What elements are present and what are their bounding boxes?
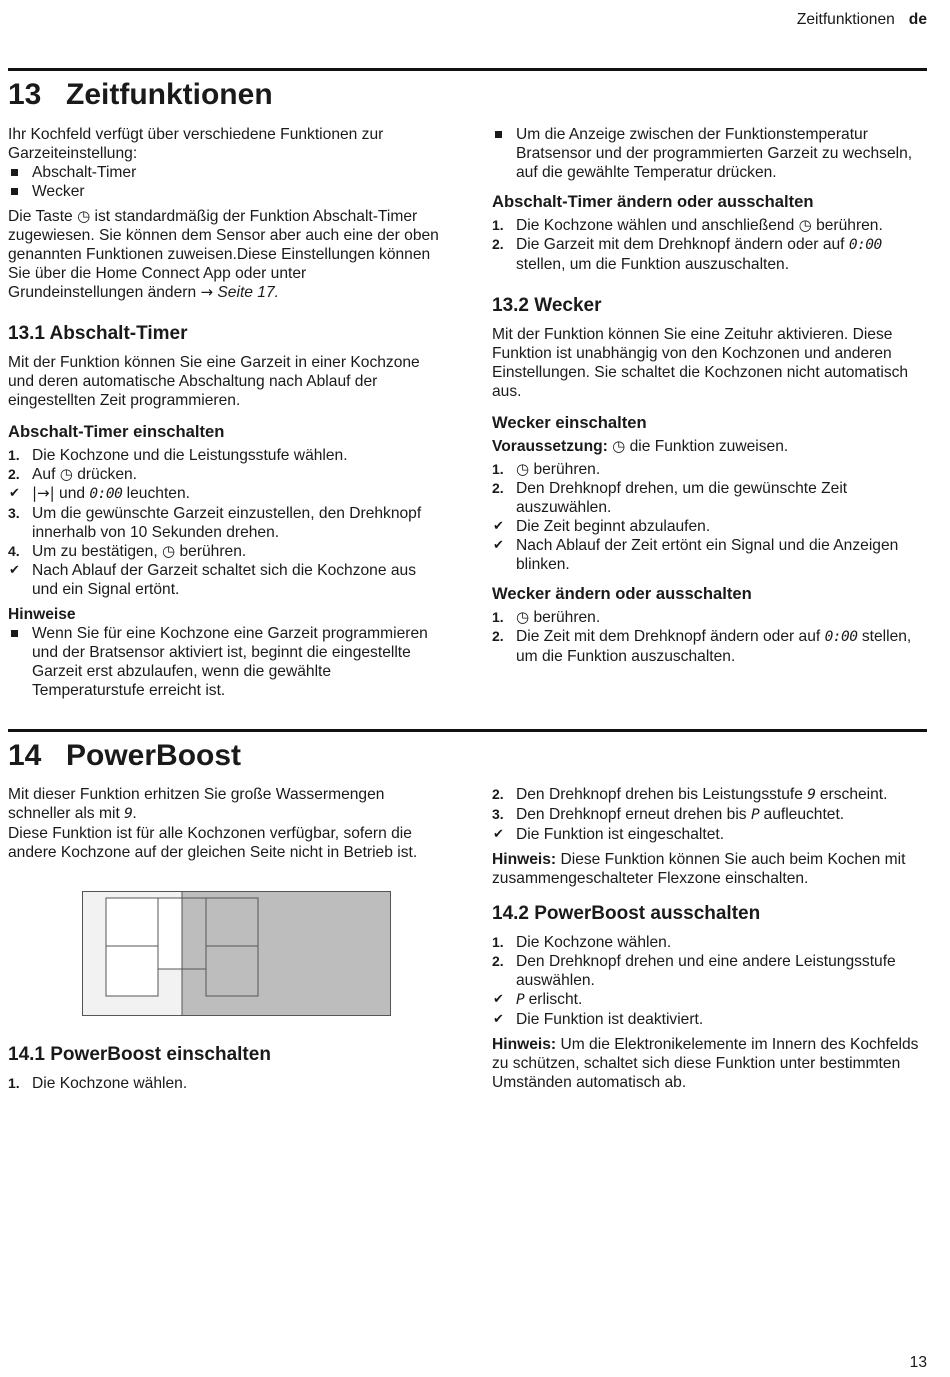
text: Um die gewünschte Garzeit einzustellen, den Drehknopf innerhalb von 10 Sekunden drehen. — [32, 505, 422, 541]
section-13-intro: Ihr Kochfeld verfügt über verschiedene Funktionen zur Garzeiteinstellung: — [8, 126, 384, 162]
list-item — [492, 627, 924, 666]
step-marker: 2. — [492, 480, 504, 496]
zone-front-right — [206, 898, 258, 946]
text: Die Zeit beginnt abzulaufen. — [516, 518, 711, 535]
check-icon: ✔ — [493, 1012, 504, 1027]
step-marker: 3. — [8, 505, 20, 521]
clock-icon: ◷ — [162, 542, 176, 560]
timer-change-title: Abschalt-Timer ändern oder ausschalten — [492, 192, 814, 211]
text: Mit dieser Funktion erhitzen Sie große Wassermengen schneller als mit — [8, 786, 385, 822]
text: berühren. — [533, 461, 601, 478]
text: Den Drehknopf erneut drehen bis — [516, 806, 747, 823]
list-item — [492, 933, 924, 952]
boost-off-note — [492, 1035, 924, 1092]
text: Die Zeit mit dem Drehknopf ändern oder auf — [516, 628, 821, 645]
alarm-on-steps — [492, 460, 924, 574]
display-nine: 9 — [124, 806, 133, 822]
list-item — [492, 990, 924, 1010]
text: ist standardmäßig der Funktion Abschalt-Timer zugewiesen. Sie können dem Sensor aber auch eine der oben genannten Funktionen zuweisen.Diese Einstellungen können Sie über die Home Connect App oder unter Grundeinstellungen ändern — [8, 208, 439, 301]
text: aufleuchtet. — [763, 806, 845, 823]
prerequisite-label: Voraussetzung: — [492, 438, 608, 455]
alarm-on-title: Wecker einschalten — [492, 413, 647, 432]
text: stellen, um die Funktion auszuschalten. — [516, 256, 790, 273]
section-14-title: PowerBoost — [66, 739, 242, 772]
hob-zones-diagram — [82, 891, 391, 1016]
alarm-change-steps — [492, 608, 924, 666]
list-item — [8, 446, 440, 465]
text: Um zu bestätigen, — [32, 543, 158, 560]
zone-rear-right — [206, 946, 258, 996]
timer-change-steps — [492, 216, 924, 274]
text: erlischt. — [528, 991, 583, 1008]
section-13-left-column — [8, 125, 440, 706]
subsection-14-1 — [8, 1043, 440, 1099]
clock-icon: ◷ — [516, 608, 530, 626]
subsection-14-2-title: 14.2 PowerBoost ausschalten — [492, 903, 761, 924]
text: Nach Ablauf der Garzeit schaltet sich die Kochzone aus und ein Signal ertönt. — [32, 562, 416, 598]
text: die Funktion zuweisen. — [629, 438, 789, 455]
zone-rear-left — [106, 946, 158, 996]
text: Um die Elektronikelemente im Innern des Kochfelds zu schützen, schaltet sich diese Funktion unter bestimmten Umständen automatisch ab. — [492, 1036, 919, 1091]
boost-on-steps-continued — [492, 785, 924, 844]
text: Nach Ablauf der Zeit ertönt ein Signal und die Anzeigen blinken. — [516, 537, 899, 573]
list-item — [492, 608, 924, 627]
subsection-13-1-intro: Mit der Funktion können Sie eine Garzeit in einer Kochzone und deren automatische Abschaltung nach Ablauf der eingestellten Zeit programmieren. — [8, 354, 420, 409]
note-label: Hinweis: — [492, 1036, 557, 1053]
notes-list-continued — [492, 125, 924, 182]
text: Die Kochzone wählen. — [516, 934, 672, 951]
clock-icon: ◷ — [77, 207, 91, 225]
subsection-13-1-title: 13.1 Abschalt-Timer — [8, 323, 188, 344]
list-item — [492, 479, 924, 517]
clock-icon: ◷ — [798, 216, 812, 234]
section-14-rule — [8, 729, 927, 732]
step-marker: 1. — [492, 217, 504, 233]
timer-on-title: Abschalt-Timer einschalten — [8, 422, 225, 441]
clock-icon: ◷ — [59, 465, 73, 483]
text: Die Taste — [8, 208, 73, 225]
display-nine: 9 — [807, 787, 816, 803]
text: berühren. — [816, 217, 883, 234]
text: stellen, um die Funktion auszuschalten. — [516, 628, 912, 665]
boost-on-note — [492, 850, 924, 888]
boost-on-steps — [8, 1074, 440, 1093]
step-marker: 1. — [8, 1075, 20, 1091]
check-icon: ✔ — [493, 538, 504, 553]
list-item — [492, 825, 924, 844]
check-icon: ✔ — [493, 992, 504, 1007]
text: leuchten. — [126, 485, 190, 502]
step-marker: 3. — [492, 806, 504, 822]
text: Die Kochzone wählen und anschließend — [516, 217, 795, 234]
alarm-change-title: Wecker ändern oder ausschalten — [492, 584, 752, 603]
section-13-number: 13 — [8, 78, 42, 111]
check-icon: ✔ — [9, 486, 20, 501]
section-14-intro: Mit dieser Funktion erhitzen Sie große Wassermengen schneller als mit 9. — [8, 786, 385, 822]
list-item — [8, 1074, 440, 1093]
step-marker: 2. — [492, 628, 504, 644]
section-14-number: 14 — [8, 739, 42, 772]
list-item — [492, 517, 924, 536]
list-item — [492, 235, 924, 274]
text: Den Drehknopf drehen bis Leistungsstufe — [516, 786, 803, 803]
section-14-availability: Diese Funktion ist für alle Kochzonen verfügbar, sofern die andere Kochzone auf der gleichen Seite nicht in Betrieb ist. — [8, 825, 418, 861]
text: berühren. — [533, 609, 601, 626]
text: Die Funktion ist eingeschaltet. — [516, 826, 725, 843]
step-marker: 1. — [492, 934, 504, 950]
list-item: Abschalt-Timer — [8, 163, 440, 182]
list-item — [8, 561, 440, 599]
list-item — [492, 1010, 924, 1029]
text: berühren. — [179, 543, 247, 560]
section-13-paragraph — [8, 207, 440, 302]
zone-front-left — [106, 898, 158, 946]
display-p: P — [750, 807, 760, 823]
section-14-right-column — [492, 785, 924, 1098]
section-14-heading — [8, 738, 241, 774]
step-marker: 2. — [492, 786, 504, 802]
list-item — [492, 536, 924, 574]
list-item — [8, 504, 440, 542]
note-label: Hinweis: — [492, 851, 557, 868]
zone-center-strip — [158, 898, 182, 969]
text: Die Kochzone wählen. — [32, 1075, 188, 1092]
timer-on-steps — [8, 446, 440, 599]
check-icon: ✔ — [493, 827, 504, 842]
list-item — [492, 952, 924, 990]
step-marker: 1. — [492, 461, 504, 477]
zone-center-strip-right — [182, 898, 206, 969]
page-number: 13 — [909, 1354, 927, 1371]
section-13-heading — [8, 77, 273, 113]
text: Die Garzeit mit dem Drehknopf ändern oder auf — [516, 236, 845, 253]
text: Diese Funktion können Sie auch beim Kochen mit zusammengeschalteter Flexzone einschalten. — [492, 851, 906, 887]
step-marker: 2. — [8, 466, 20, 482]
step-marker: 1. — [8, 447, 20, 463]
section-13-rule — [8, 68, 927, 71]
text: Den Drehknopf drehen und eine andere Leistungsstufe auswählen. — [516, 953, 896, 989]
function-list — [8, 163, 440, 201]
text: Die Funktion ist deaktiviert. — [516, 1011, 704, 1028]
display-zero: 0:00 — [89, 486, 123, 502]
clock-icon: ◷ — [516, 460, 530, 478]
list-item: Wecker — [8, 182, 440, 201]
text: Den Drehknopf drehen, um die gewünschte Zeit auszuwählen. — [516, 480, 848, 516]
list-item: Wenn Sie für eine Kochzone eine Garzeit programmieren und der Bratsensor aktiviert ist, beginnt die eingestellte Garzeit erst abzulaufen, wenn die gewählte Temperaturstufe erreicht ist. — [8, 624, 440, 700]
display-p: P — [516, 992, 525, 1008]
page-reference: Seite 17. — [217, 284, 279, 301]
section-13-right-column — [492, 125, 924, 672]
step-marker: 2. — [492, 953, 504, 969]
subsection-13-2-title: 13.2 Wecker — [492, 295, 602, 316]
language-code: de — [908, 11, 927, 28]
subsection-13-2-intro: Mit der Funktion können Sie eine Zeituhr aktivieren. Diese Funktion ist unabhängig von den Kochzonen und anderen Einstellungen. Sie schaltet die Kochzonen nicht automatisch aus. — [492, 326, 909, 400]
list-item: Um die Anzeige zwischen der Funktionstemperatur Bratsensor und der programmierten Garzeit zu wechseln, auf die gewählte Temperatur drücken. — [492, 125, 924, 182]
text: Die Kochzone und die Leistungsstufe wählen. — [32, 447, 348, 464]
check-icon: ✔ — [493, 519, 504, 534]
step-marker: 4. — [8, 543, 20, 559]
prerequisite — [492, 437, 924, 456]
section-14-left-column — [8, 785, 440, 868]
section-13-title: Zeitfunktionen — [66, 78, 273, 111]
timer-icon: |→| — [32, 484, 55, 502]
notes-list — [8, 624, 440, 700]
clock-icon: ◷ — [612, 437, 626, 455]
notes-title: Hinweise — [8, 606, 76, 623]
list-item — [8, 542, 440, 561]
text: drücken. — [77, 466, 137, 483]
display-zero: 0:00 — [824, 629, 858, 645]
text: erscheint. — [819, 786, 888, 803]
list-item — [492, 785, 924, 805]
arrow-right-icon: → — [200, 283, 214, 301]
list-item — [8, 465, 440, 484]
subsection-14-1-title: 14.1 PowerBoost einschalten — [8, 1044, 271, 1065]
running-header — [797, 10, 927, 29]
header-title: Zeitfunktionen — [796, 11, 895, 28]
text: und — [59, 485, 86, 502]
list-item — [492, 460, 924, 479]
list-item — [492, 216, 924, 235]
check-icon: ✔ — [9, 563, 20, 578]
display-zero: 0:00 — [848, 237, 882, 253]
boost-off-steps — [492, 933, 924, 1029]
list-item — [8, 484, 440, 504]
list-item — [492, 805, 924, 825]
step-marker: 2. — [492, 236, 504, 252]
text: Auf — [32, 466, 56, 483]
step-marker: 1. — [492, 609, 504, 625]
